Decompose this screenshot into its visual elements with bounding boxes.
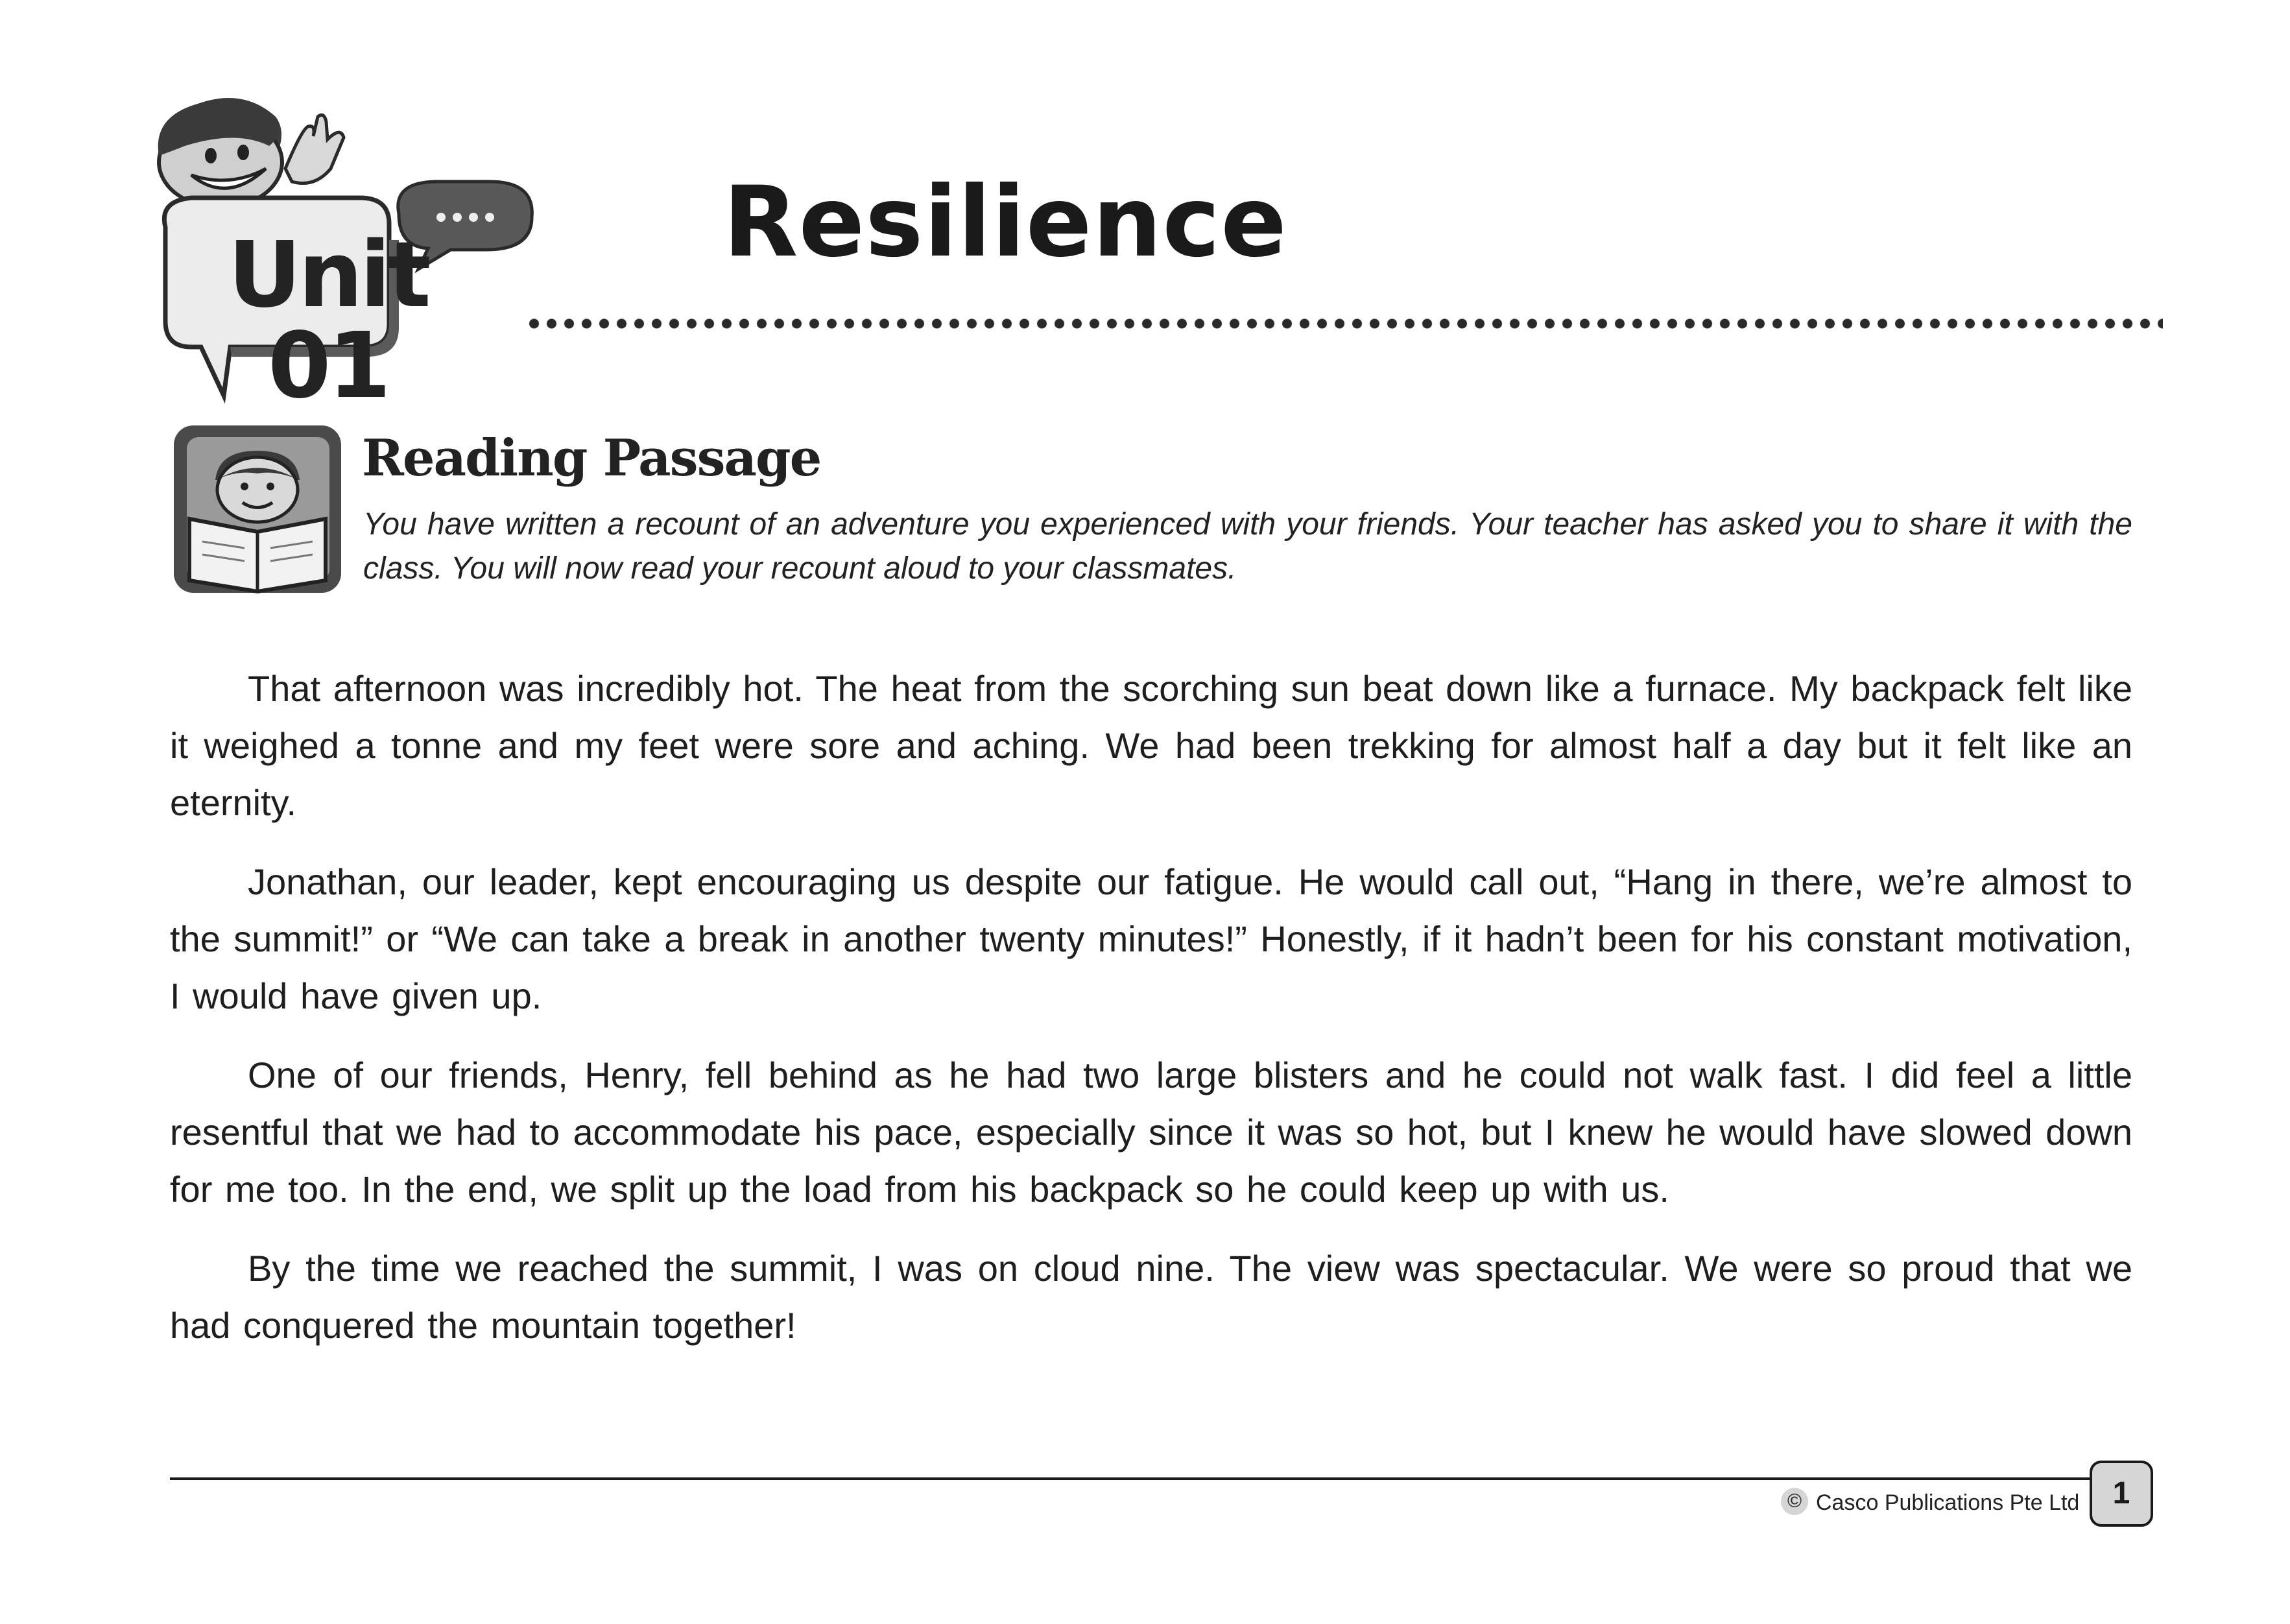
dotted-divider [525, 315, 2163, 332]
passage-paragraph: Jonathan, our leader, kept encouraging us despite our fatigue. He would call out, “Hang in there, we’re almost to the summit!” or “We can take a break in another twenty minutes!” Honestly, if it hadn’t been for his constant motivation, I would have given up. [170, 861, 2132, 1016]
footer-divider [170, 1477, 2106, 1480]
reading-child-icon [170, 422, 345, 597]
passage-paragraph: One of our friends, Henry, fell behind as he had two large blisters and he could not walk fast. I did feel a little resentful that we had to accommodate his pace, especially since it was so hot, but I knew he would have slowed down for me too. In the end, we split up the load from his backpack so he could keep up with us. [170, 1055, 2132, 1210]
section-heading: Reading Passage [362, 429, 821, 488]
unit-label: Unit 01 [228, 222, 428, 419]
passage-paragraph: By the time we reached the summit, I was on cloud nine. The view was spectacular. We were so proud that we had conquered the mountain together! [170, 1248, 2132, 1346]
section-intro: You have written a recount of an adventure you experienced with your friends. Your teacher has asked you to share it with the class. You will now read your recount aloud to your classmates. [363, 507, 2132, 586]
copyright-icon: © [1781, 1488, 1808, 1515]
reading-passage [170, 660, 2132, 1376]
passage-paragraph: That afternoon was incredibly hot. The heat from the scorching sun beat down like a furnace. My backpack felt like it weighed a tonne and my feet were sore and aching. We had been trekking for almost half a day but it felt like an eternity. [170, 668, 2132, 823]
page-number: 1 [2090, 1461, 2153, 1527]
publisher-credit: Casco Publications Pte Ltd [1816, 1490, 2080, 1515]
page-title: Resilience [723, 166, 1287, 279]
